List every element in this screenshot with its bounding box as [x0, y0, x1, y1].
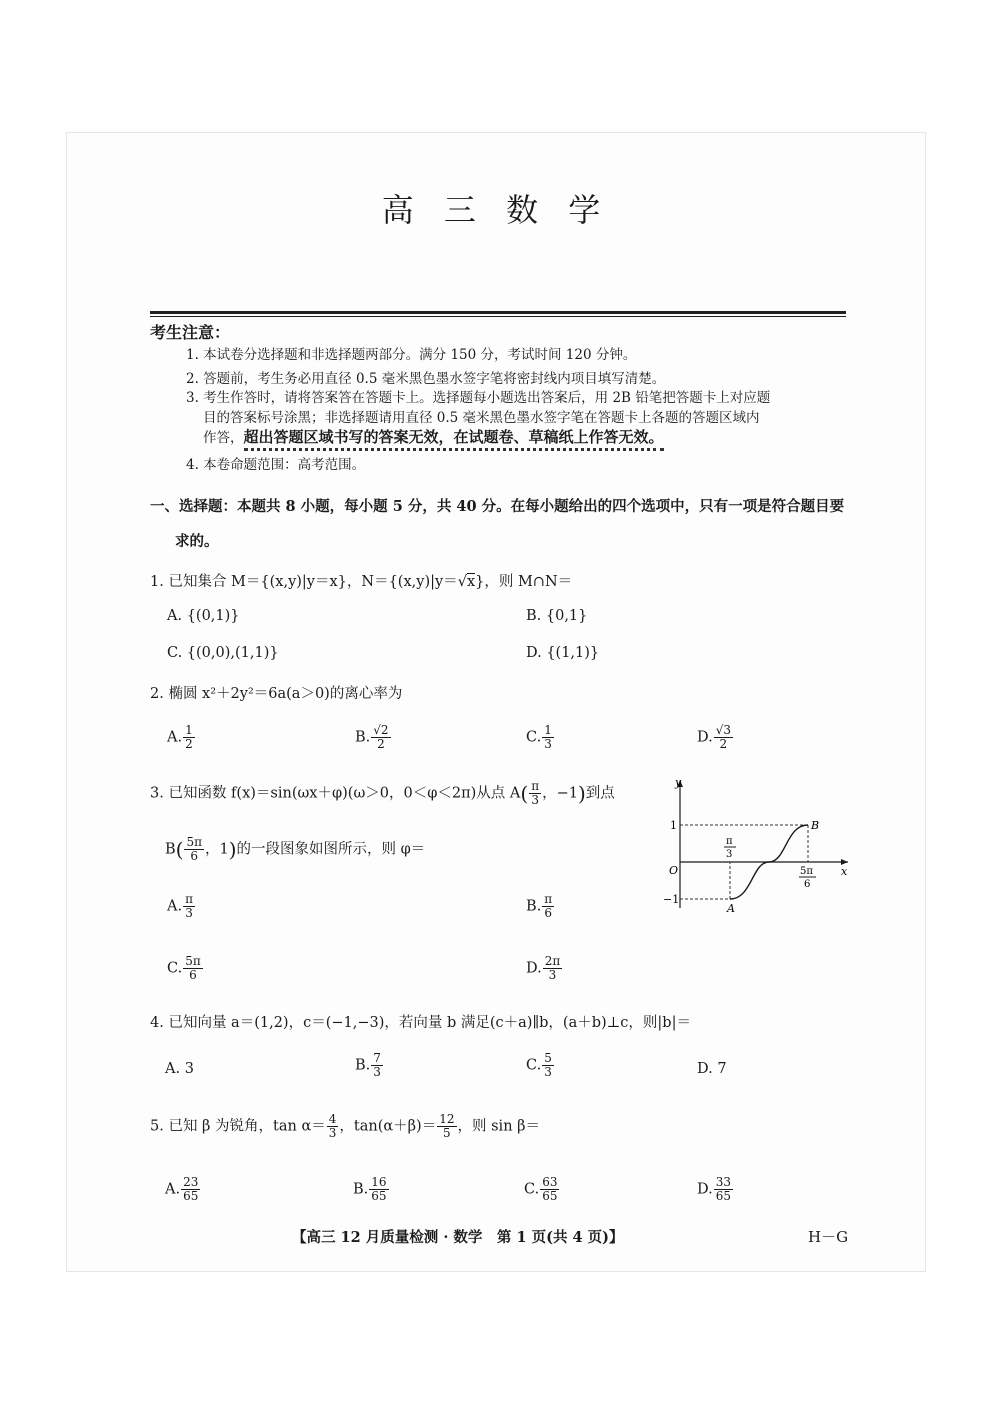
q2-c-label: C.	[526, 729, 542, 746]
q3-a-den: 3	[185, 906, 193, 920]
question-2-stem: 2. 椭圆 x²＋2y²＝6a(a＞0)的离心率为	[150, 686, 403, 702]
paren-close: )	[228, 837, 237, 862]
notice-item-3-cont: 目的答案标号涂黑；非选择题请用直径 0.5 毫米黑色墨水签字笔在答题卡上各题的答题区域内	[203, 410, 760, 426]
q4-option-b	[355, 1052, 384, 1079]
paren-open: (	[175, 837, 184, 862]
q3-b-den: 6	[544, 906, 553, 920]
q2-c-den: 3	[544, 737, 552, 751]
y-axis-label: y	[675, 776, 682, 789]
q2-a-label: A.	[167, 729, 183, 746]
paren-open: (	[520, 781, 529, 806]
q5-a-den: 65	[183, 1189, 199, 1203]
question-5-stem	[150, 1113, 540, 1140]
q2-b-den: 2	[377, 737, 385, 751]
q1-option-b: B. {0,1}	[526, 608, 588, 624]
q3-a-label: A.	[167, 898, 183, 915]
x-tick-a-num: π	[726, 836, 733, 847]
x-axis-label: x	[841, 865, 848, 878]
q5-tan-den: 3	[328, 1126, 337, 1140]
q5-b-num: 16	[371, 1175, 387, 1189]
question-4-stem: 4. 已知向量 a＝(1,2)，c＝(−1,−3)，若向量 b 满足(c＋a)∥b，(a＋b)⊥c，则|b|＝	[150, 1015, 691, 1031]
q5-stem-part-c: ，则 sin β＝	[457, 1118, 541, 1135]
x-tick-b-num: 5π	[800, 866, 813, 877]
q2-option-d	[697, 724, 734, 751]
q5-b-label: B.	[353, 1181, 369, 1198]
q4-option-d: D. 7	[697, 1061, 727, 1077]
q3-point-a-y: ，−1	[542, 785, 578, 802]
q3-point-a-x	[529, 780, 541, 807]
section-1-heading: 一、选择题：本题共 8 小题，每小题 5 分，共 40 分。在每小题给出的四个选项中，只有一项是符合题目要	[150, 498, 845, 515]
q5-b-den: 65	[371, 1189, 387, 1203]
q3-d-fraction	[543, 955, 563, 982]
q3-b-fraction	[542, 893, 554, 920]
q5-a-label: A.	[165, 1181, 181, 1198]
notice-item-2: 2. 答题前，考生务必用直径 0.5 毫米黑色墨水签字笔将密封线内项目填写清楚。	[186, 371, 666, 387]
q3-a-fraction	[183, 893, 195, 920]
q3-option-a	[167, 893, 196, 920]
q2-option-b	[355, 724, 392, 751]
q3-c-num: 5π	[185, 954, 201, 968]
q3-point-b-x	[184, 836, 204, 863]
q5-c-den: 65	[542, 1189, 558, 1203]
q4-b-fraction	[371, 1052, 383, 1079]
q2-c-num: 1	[544, 723, 552, 737]
q4-b-num: 7	[373, 1051, 381, 1065]
q2-option-c	[526, 724, 555, 751]
q3-d-label: D.	[526, 960, 542, 977]
q1-option-d: D. {(1,1)}	[526, 645, 600, 661]
q3-stem-part-b: 到点	[585, 785, 615, 802]
q3-option-d	[526, 955, 563, 982]
q3-d-den: 3	[548, 968, 557, 982]
q2-d-num: √3	[715, 723, 731, 737]
page-footer: 【高三 12 月质量检测 · 数学 第 1 页(共 4 页)】	[292, 1229, 624, 1246]
question-1-stem	[150, 570, 572, 591]
q4-b-label: B.	[355, 1057, 371, 1074]
q3-pa-num: π	[531, 779, 540, 793]
q3-point-b-label: B	[165, 841, 176, 858]
q1-option-a: A. {(0,1)}	[167, 608, 240, 624]
point-a-label: A	[727, 902, 735, 915]
sqrt-symbol: √	[457, 574, 467, 590]
x-tick-a-den: 3	[726, 849, 733, 860]
q2-d-fraction	[714, 724, 733, 751]
q2-c-fraction	[542, 724, 554, 751]
y-tick-minus-1: −1	[663, 893, 680, 906]
q4-c-fraction	[542, 1052, 554, 1079]
q5-tan-num: 4	[328, 1112, 337, 1126]
q1-option-c: C. {(0,0),(1,1)}	[167, 645, 279, 661]
q1-stem-part-b: }，则 M∩N＝	[475, 574, 573, 590]
q5-stem-part-a: 5. 已知 β 为锐角，tan α＝	[150, 1118, 326, 1135]
question-3-stem-cont	[165, 836, 425, 863]
q2-b-fraction	[371, 724, 390, 751]
notice-item-1: 1. 本试卷分选择题和非选择题两部分。满分 150 分，考试时间 120 分钟。	[186, 347, 637, 363]
header-rule-thin	[150, 316, 846, 317]
q2-a-fraction	[183, 724, 195, 751]
q4-option-c	[526, 1052, 555, 1079]
q3-c-den: 6	[189, 968, 197, 982]
q2-b-num: √2	[373, 723, 389, 737]
q5-stem-part-b: ，tan(α＋β)＝	[339, 1118, 437, 1135]
q5-option-b	[353, 1176, 390, 1203]
q4-b-den: 3	[373, 1065, 381, 1079]
origin-label: O	[669, 864, 679, 877]
q4-c-label: C.	[526, 1057, 542, 1074]
q3-point-b-y: ，1	[205, 841, 229, 858]
q4-option-a: A. 3	[165, 1061, 194, 1077]
q3-pb-den: 6	[190, 849, 199, 863]
q5-tan2-den: 5	[443, 1126, 451, 1140]
paren-close: )	[577, 781, 586, 806]
q3-stem-part-a: 3. 已知函数 f(x)＝sin(ωx＋φ)(ω＞0，0＜φ＜2π)从点 A	[150, 785, 521, 802]
section-1-heading-cont: 求的。	[175, 533, 219, 550]
q5-d-num: 33	[715, 1175, 731, 1189]
page-title: 高 三 数 学	[381, 191, 611, 229]
q1-sqrt-radicand: x	[466, 574, 476, 590]
q3-c-fraction	[183, 955, 203, 982]
q2-b-label: B.	[355, 729, 371, 746]
q3-pa-den: 3	[531, 793, 539, 807]
question-3-stem	[150, 780, 615, 807]
q5-tan2-fraction	[437, 1113, 456, 1140]
q2-d-den: 2	[719, 737, 728, 751]
q4-c-den: 3	[544, 1065, 552, 1079]
q5-tan2-num: 12	[439, 1112, 455, 1126]
q2-option-a	[167, 724, 196, 751]
q3-stem-part-d: 的一段图象如图所示，则 φ＝	[236, 841, 426, 858]
header-rule-thick	[150, 311, 846, 314]
point-b-label: B	[811, 819, 820, 832]
q5-a-fraction	[181, 1176, 200, 1203]
q5-d-label: D.	[697, 1181, 713, 1198]
q5-option-a	[165, 1176, 201, 1203]
notice-item-3-prefix: 作答，	[203, 430, 244, 446]
q5-d-den: 65	[715, 1189, 731, 1203]
notice-heading: 考生注意：	[150, 323, 231, 342]
q5-c-fraction	[540, 1176, 559, 1203]
q5-b-fraction	[369, 1176, 388, 1203]
y-tick-1: 1	[670, 819, 677, 832]
sine-graph-figure	[660, 776, 855, 916]
notice-item-3: 3. 考生作答时，请将答案答在答题卡上。选择题每小题选出答案后，用 2B 铅笔把答题卡上对应题	[186, 390, 771, 406]
notice-item-3-end	[203, 426, 664, 447]
notice-item-4: 4. 本卷命题范围：高考范围。	[186, 457, 366, 473]
q3-c-label: C.	[167, 960, 183, 977]
q4-c-num: 5	[544, 1051, 552, 1065]
q5-option-d	[697, 1176, 734, 1203]
x-tick-b-den: 6	[804, 879, 811, 890]
paper-code: H－G	[808, 1228, 849, 1246]
q3-option-c	[167, 955, 204, 982]
q2-d-label: D.	[697, 729, 713, 746]
q5-d-fraction	[714, 1176, 733, 1203]
q5-tan-fraction	[327, 1113, 339, 1140]
q3-pb-num: 5π	[186, 835, 202, 849]
q3-a-num: π	[185, 892, 193, 906]
q3-d-num: 2π	[544, 954, 561, 968]
q3-b-num: π	[544, 892, 553, 906]
notice-emphasis: 超出答题区域书写的答案无效，在试题卷、草稿纸上作答无效。	[244, 428, 664, 451]
q2-a-num: 1	[185, 723, 193, 737]
q5-a-num: 23	[183, 1175, 199, 1189]
q5-option-c	[524, 1176, 560, 1203]
q5-c-num: 63	[542, 1175, 558, 1189]
q1-stem-part-a: 1. 已知集合 M＝{(x,y)|y＝x}，N＝{(x,y)|y＝	[150, 574, 458, 590]
q5-c-label: C.	[524, 1181, 540, 1198]
q2-a-den: 2	[185, 737, 193, 751]
q3-option-b	[526, 893, 555, 920]
q3-b-label: B.	[526, 898, 542, 915]
